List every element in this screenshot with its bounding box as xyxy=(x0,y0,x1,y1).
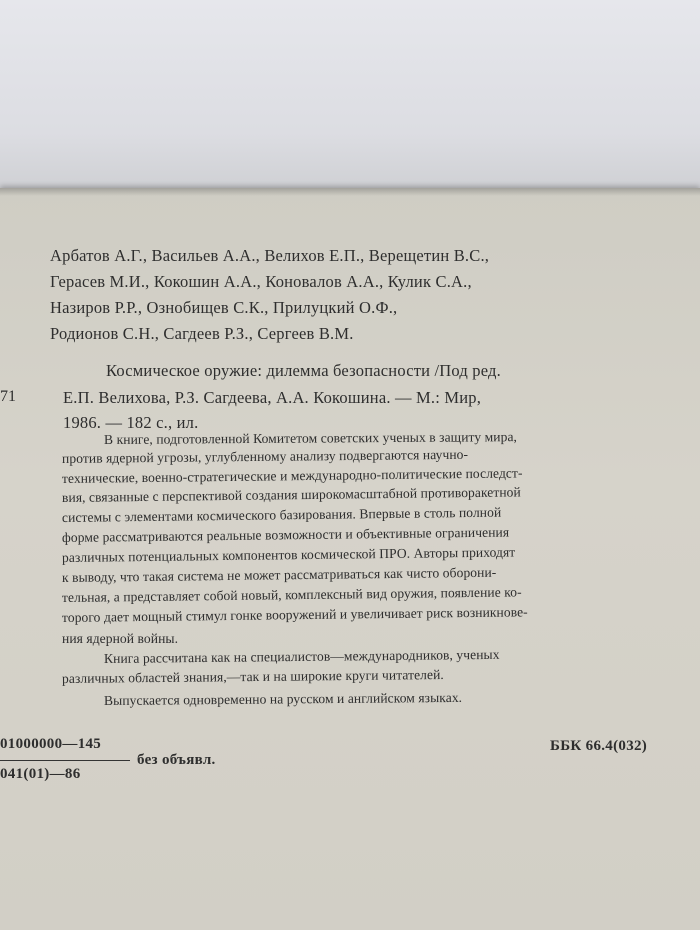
annotation-line: торого дает мощный стимул гонке вооружений и увеличивает риск возникнове- xyxy=(61,604,528,625)
annotation-line: против ядерной угрозы, углубленному анализу подвергаются научно- xyxy=(61,446,469,466)
biblio-line: 1986. — 182 с., ил. xyxy=(63,413,199,432)
annotation-line: форме рассматриваются реальные возможности и объективные ограничения xyxy=(61,524,510,545)
author-line: Родионов С.Н., Сагдеев Р.З., Сергеев В.М. xyxy=(50,324,354,343)
annotation-line: различных потенциальных компонентов космической ПРО. Авторы приходят xyxy=(61,544,516,565)
biblio-line: Космическое оружие: дилемма безопасности /Под ред. xyxy=(106,361,501,380)
bbk-code: ББК 66.4(032) xyxy=(550,738,648,754)
annotation-line: Выпускается одновременно на русском и английском языках. xyxy=(103,689,463,708)
annotation-line: системы с элементами космического базирования. Впервые в столь полной xyxy=(61,504,502,525)
annotation-line: Книга рассчитана как на специалистов—международников, ученых xyxy=(103,646,500,666)
annotation-line: различных областей знания,—так и на широкие круги читателей. xyxy=(61,667,444,686)
biblio-line: Е.П. Велихова, Р.З. Сагдеева, А.А. Кокошина. — М.: Мир, xyxy=(63,388,482,407)
background-surface xyxy=(0,0,700,190)
fraction-rule xyxy=(0,760,130,761)
price-note: без объявл. xyxy=(137,752,216,768)
annotation-line: вия, связанные с перспективой создания широкомасштабной противоракетной xyxy=(61,484,521,505)
annotation-line: к выводу, что такая система не может рассматриваться как чисто оборони- xyxy=(61,564,497,585)
code-numerator: 01000000—145 xyxy=(0,736,102,752)
book-page xyxy=(0,188,700,930)
author-line: Герасев М.И., Кокошин А.А., Коновалов А.А., Кулик С.А., xyxy=(50,272,472,291)
code-denominator: 041(01)—86 xyxy=(0,766,81,782)
author-line: Арбатов А.Г., Васильев А.А., Велихов Е.П., Верещетин В.С., xyxy=(50,246,490,265)
annotation-line: В книге, подготовленной Комитетом советских ученых в защиту мира, xyxy=(103,429,518,447)
index-fragment: 71 xyxy=(0,388,16,405)
annotation-line: ния ядерной войны. xyxy=(62,631,179,646)
author-line: Назиров Р.Р., Ознобищев С.К., Прилуцкий О.Ф., xyxy=(50,298,398,317)
annotation-line: тельная, а представляет собой новый, комплексный вид оружия, появление ко- xyxy=(61,584,522,605)
annotation-line: технические, военно-стратегические и международно-политические последст- xyxy=(61,465,523,486)
